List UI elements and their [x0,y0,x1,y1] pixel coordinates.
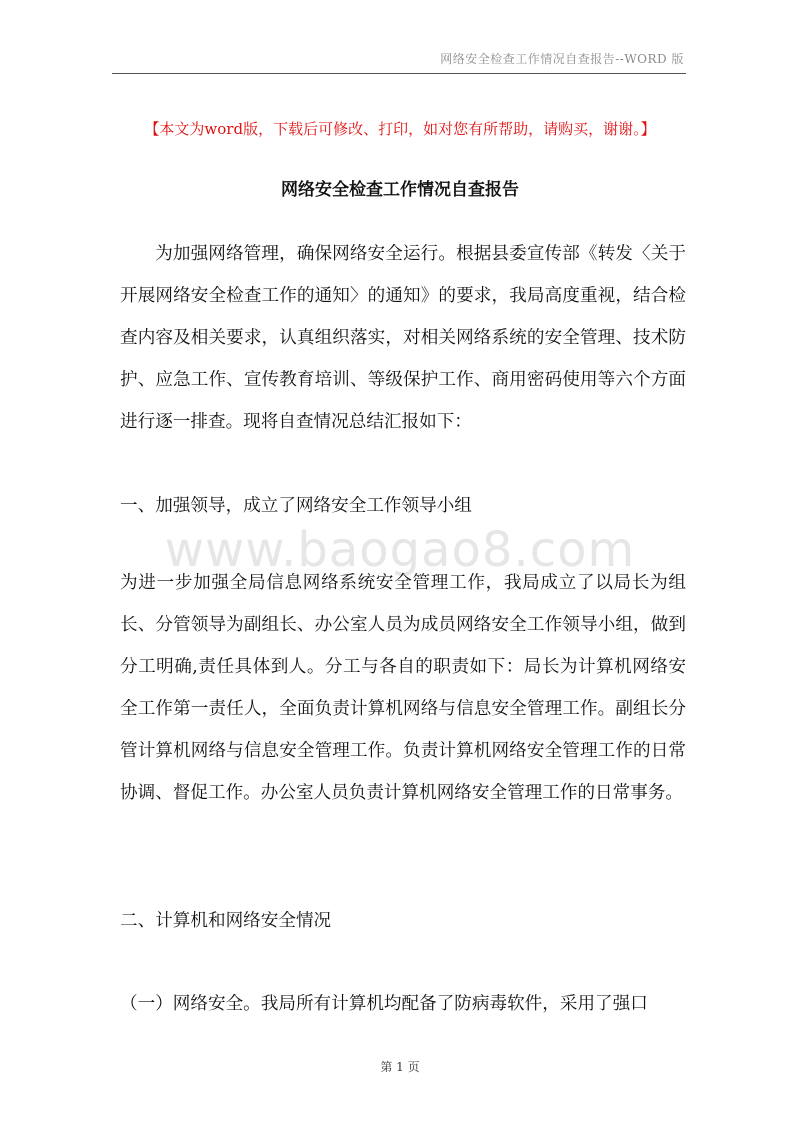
page-number: 第 1 页 [380,1060,420,1074]
section-paragraph-1: 为进一步加强全局信息网络系统安全管理工作，我局成立了以局长为组长、分管领导为副组长、办公室人员为成员网络安全工作领导小组，做到分工明确,责任具体到人。分工与各自的职责如下：局长为计算机网络安全工作第一责任人，全面负责计算机网络与信息安全管理工作。副组长分管计算机网络与信息安全管理工作。负责计算机网络安全管理工作的日常协调、督促工作。办公室人员负责计算机网络安全管理工作的日常事务。 [120,573,686,803]
section-heading-1: 一、加强领导，成立了网络安全工作领导小组 [120,496,472,516]
header-divider [112,73,686,74]
purchase-notice: 【本文为word版，下载后可修改、打印，如对您有所帮助，请购买，谢谢。】 [144,120,656,138]
section-heading-2: 二、计算机和网络安全情况 [120,911,332,931]
watermark: www.baogao8.com [164,522,636,578]
document-title: 网络安全检查工作情况自查报告 [281,180,519,200]
running-header: 网络安全检查工作情况自查报告--WORD 版 [440,52,684,66]
section-paragraph-2: （一）网络安全。我局所有计算机均配备了防病毒软件，采用了强口 [120,994,648,1014]
intro-paragraph: 为加强网络管理，确保网络安全运行。根据县委宣传部《转发〈关于开展网络安全检查工作的通知〉的通知》的要求，我局高度重视，结合检查内容及相关要求，认真组织落实，对相关网络系统的安全管理、技术防护、应急工作、宣传教育培训、等级保护工作、商用密码使用等六个方面进行逐一排查。现将自查情况总结汇报如下： [120,244,686,432]
